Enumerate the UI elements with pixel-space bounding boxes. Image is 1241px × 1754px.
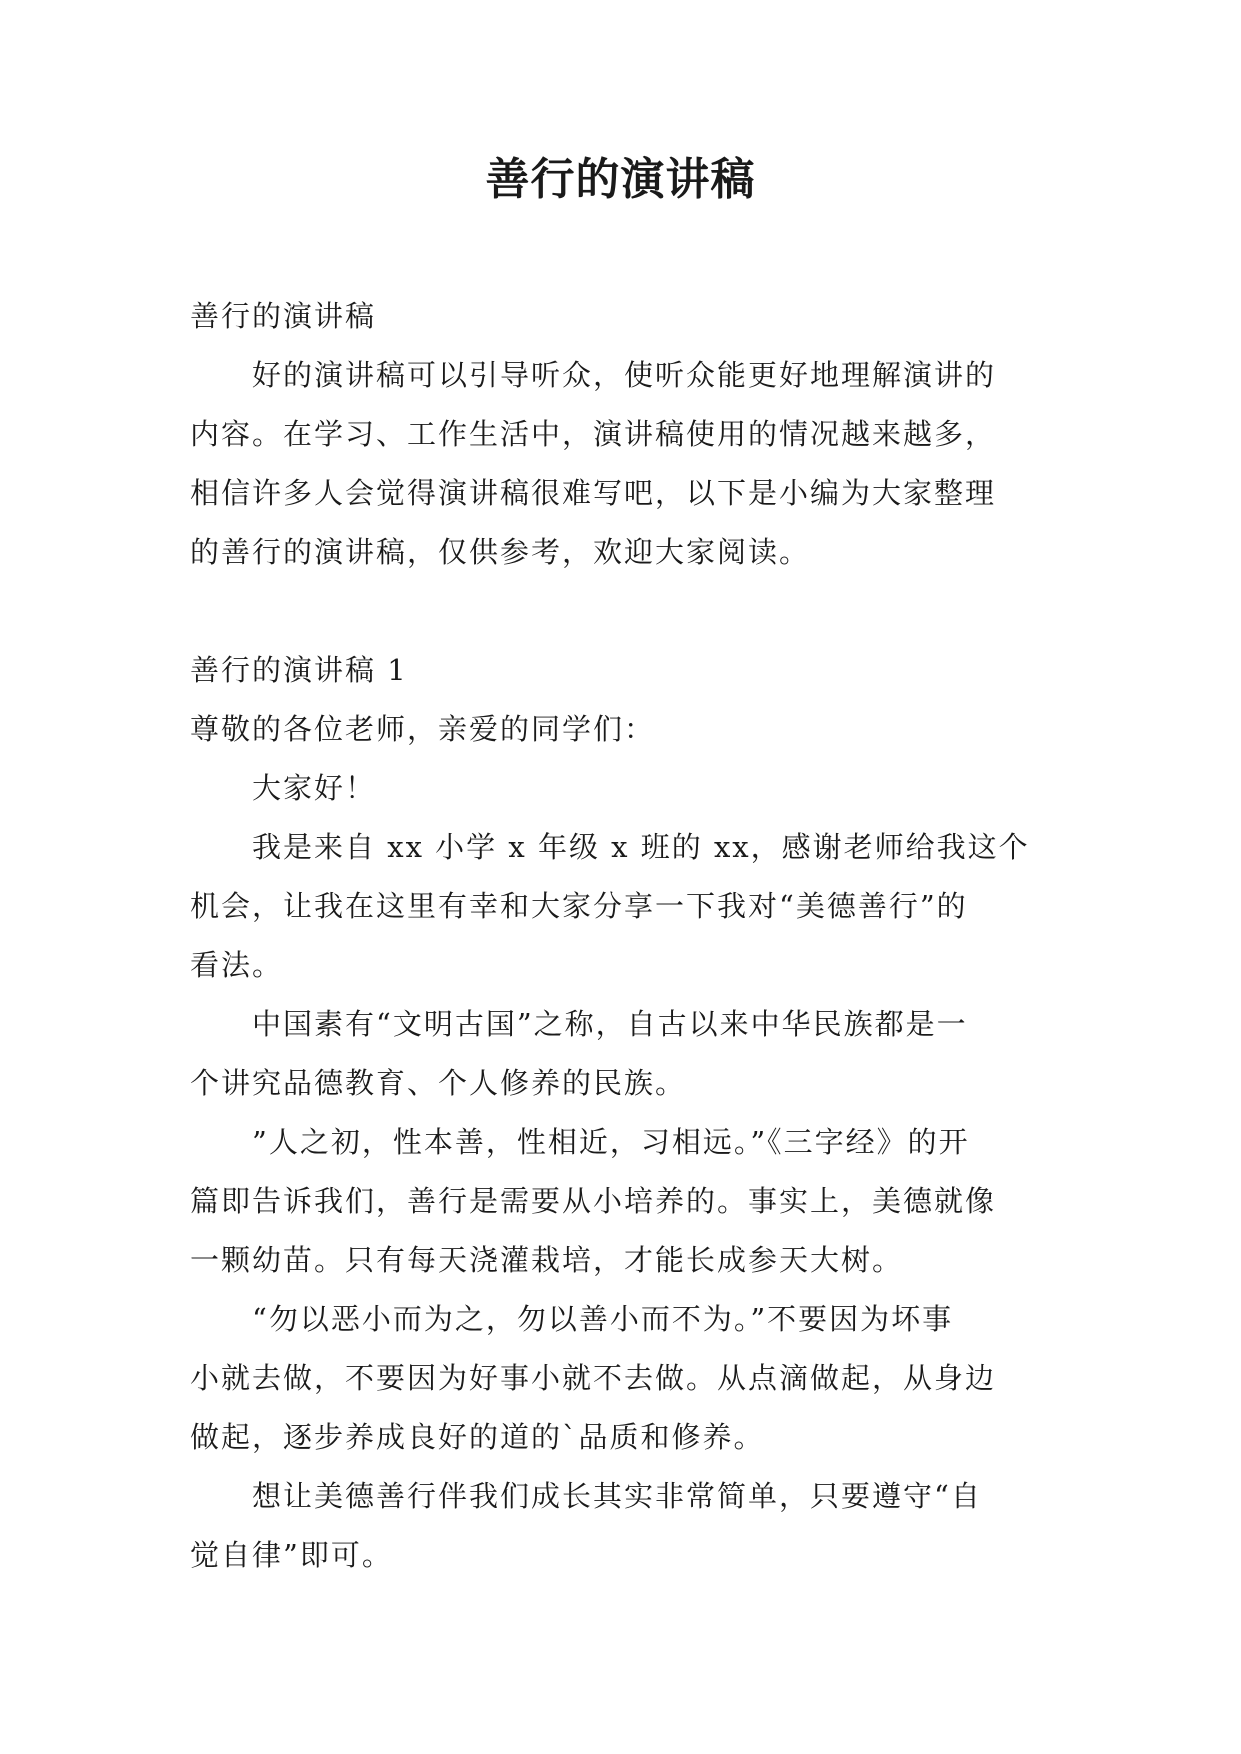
- text-line: 好的演讲稿可以引导听众，使听众能更好地理解演讲的: [252, 358, 997, 392]
- document-title: 善行的演讲稿: [485, 154, 756, 205]
- salutation: 尊敬的各位老师，亲爱的同学们：: [190, 712, 656, 746]
- text-line: 一颗幼苗。只有每天浇灌栽培，才能长成参天大树。: [190, 1243, 904, 1277]
- text-line: 内容。在学习、工作生活中，演讲稿使用的情况越来越多，: [190, 417, 997, 451]
- text-line: 个讲究品德教育、个人修养的民族。: [190, 1066, 687, 1100]
- text-line: 我是来自 xx 小学 x 年级 x 班的 xx，感谢老师给我这个: [252, 830, 1030, 864]
- text-line: 做起，逐步养成良好的道的`品质和修养。: [190, 1420, 765, 1454]
- text-line: 的善行的演讲稿，仅供参考，欢迎大家阅读。: [190, 535, 811, 569]
- text-line: 善行的演讲稿: [190, 299, 377, 333]
- text-line: 机会，让我在这里有幸和大家分享一下我对“美德善行”的: [190, 889, 968, 923]
- text-line: ”人之初，性本善，性相近，习相远。”《三字经》的开: [252, 1125, 970, 1159]
- section-heading: 善行的演讲稿 1: [190, 653, 408, 687]
- text-line: 中国素有“文明古国”之称，自古以来中华民族都是一: [252, 1007, 968, 1041]
- document-body: [190, 287, 1060, 1585]
- text-line: 篇即告诉我们，善行是需要从小培养的。事实上，美德就像: [190, 1184, 997, 1218]
- text-line: 小就去做，不要因为好事小就不去做。从点滴做起，从身边: [190, 1361, 997, 1395]
- text-line: 想让美德善行伴我们成长其实非常简单，只要遵守“自: [252, 1479, 982, 1513]
- text-line: “勿以恶小而为之，勿以善小而不为。”不要因为坏事: [252, 1302, 954, 1336]
- blank-line: [190, 582, 1060, 641]
- text-line: 觉自律”即可。: [190, 1538, 393, 1572]
- text-line: 相信许多人会觉得演讲稿很难写吧，以下是小编为大家整理: [190, 476, 997, 510]
- greeting: 大家好！: [252, 771, 377, 805]
- text-line: 看法。: [190, 948, 284, 982]
